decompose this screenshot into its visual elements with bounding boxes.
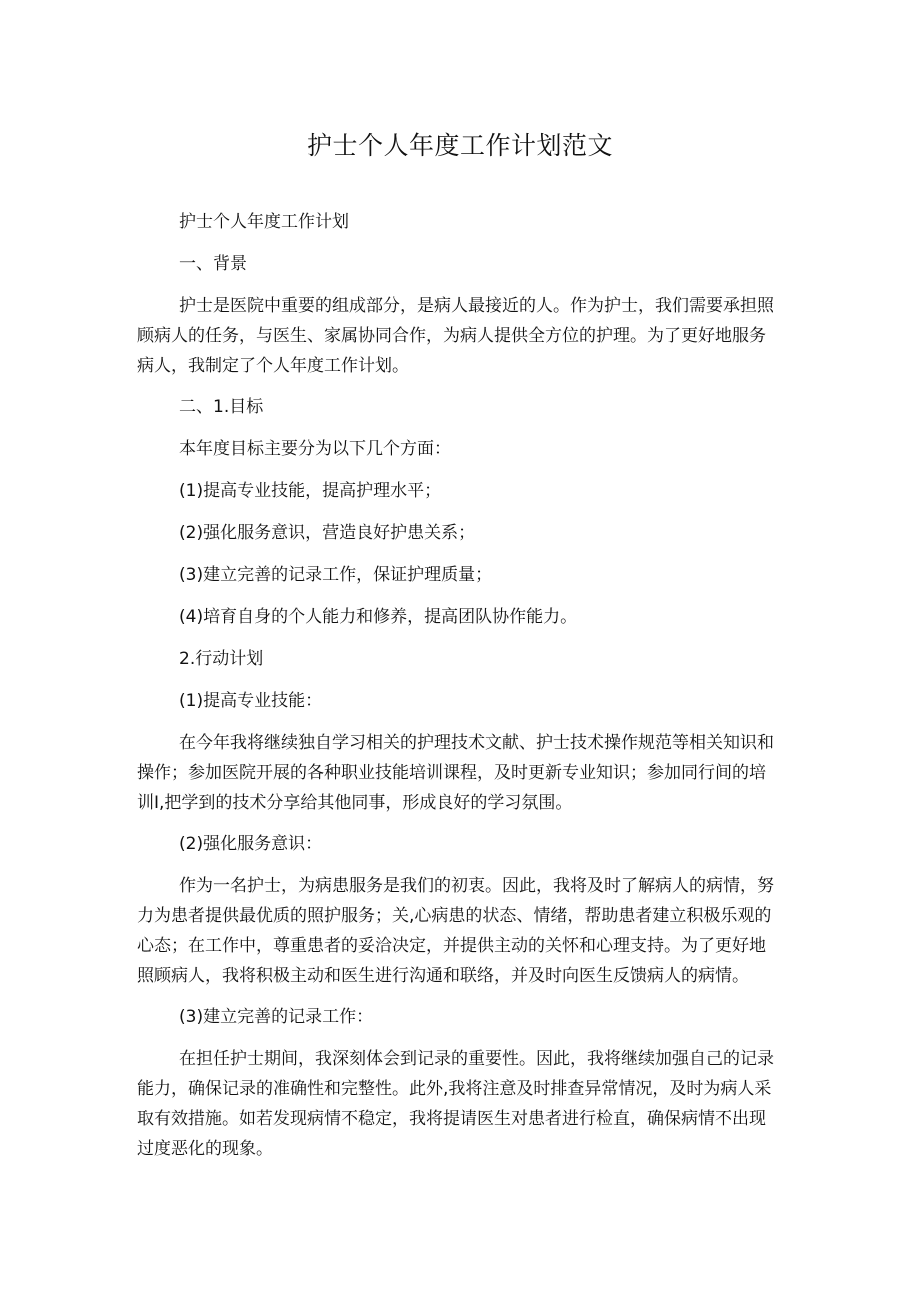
action-paragraph: 在担任护士期间，我深刻体会到记录的重要性。因此，我将继续加强自己的记录能力，确保记录的准确性和完整性。此外,我将注意及时排查异常情况，及时为病人采取有效措施。如若发现病情不稳定，我将提请医生对患者进行检直，确保病情不出现过度恶化的现象。: [137, 1049, 774, 1159]
action-paragraph: 作为一名护士，为病患服务是我们的初衷。因此，我将及时了解病人的病情，努力为患者提供最优质的照护服务；关,心病患的状态、情绪，帮助患者建立积极乐观的心态；在工作中，尊重患者的妥洽决定，并提供主动的关怀和心理支持。为了更好地照顾病人，我将积极主动和医生进行沟通和联络，并及时向医生反馈病人的病情。: [137, 876, 774, 986]
document-title: 护士个人年度工作计划范文: [306, 131, 613, 160]
action-heading: (2)强化服务意识：: [179, 834, 323, 854]
action-paragraph: 在今年我将继续独自学习相关的护理技术文献、护士技术操作规范等相关知识和操作；参加医院开展的各种职业技能培训课程，及时更新专业知识；参加同行间的培训Ⅰ,把学到的技术分享给其他同事，形成良好的学习氛围。: [137, 733, 774, 813]
document-body: [137, 207, 782, 1164]
action-heading: (3)建立完善的记录工作：: [179, 1007, 374, 1027]
background-paragraph: 护士是医院中重要的组成部分，是病人最接近的人。作为护士，我们需要承担照顾病人的任务，与医生、家属协同合作，为病人提供全方位的护理。为了更好地服务病人，我制定了个人年度工作计划。: [137, 296, 774, 376]
section-heading-background: 一、背景: [179, 254, 247, 274]
goals-intro: 本年度目标主要分为以下几个方面：: [179, 439, 451, 459]
action-heading: (1)提高专业技能：: [179, 691, 323, 711]
goal-item: (4)培育自身的个人能力和修养，提高团队协作能力。: [179, 607, 578, 627]
subtitle: 护士个人年度工作计划: [179, 212, 349, 232]
action-plan-heading: 2.行动计划: [179, 649, 264, 669]
goal-item: (3)建立完善的记录工作，保证护理质量；: [179, 565, 493, 585]
goal-item: (2)强化服务意识，营造良好护患关系；: [179, 523, 476, 543]
goal-item: (1)提高专业技能，提高护理水平；: [179, 481, 442, 501]
section-heading-goals: 二、1.目标: [179, 397, 264, 417]
